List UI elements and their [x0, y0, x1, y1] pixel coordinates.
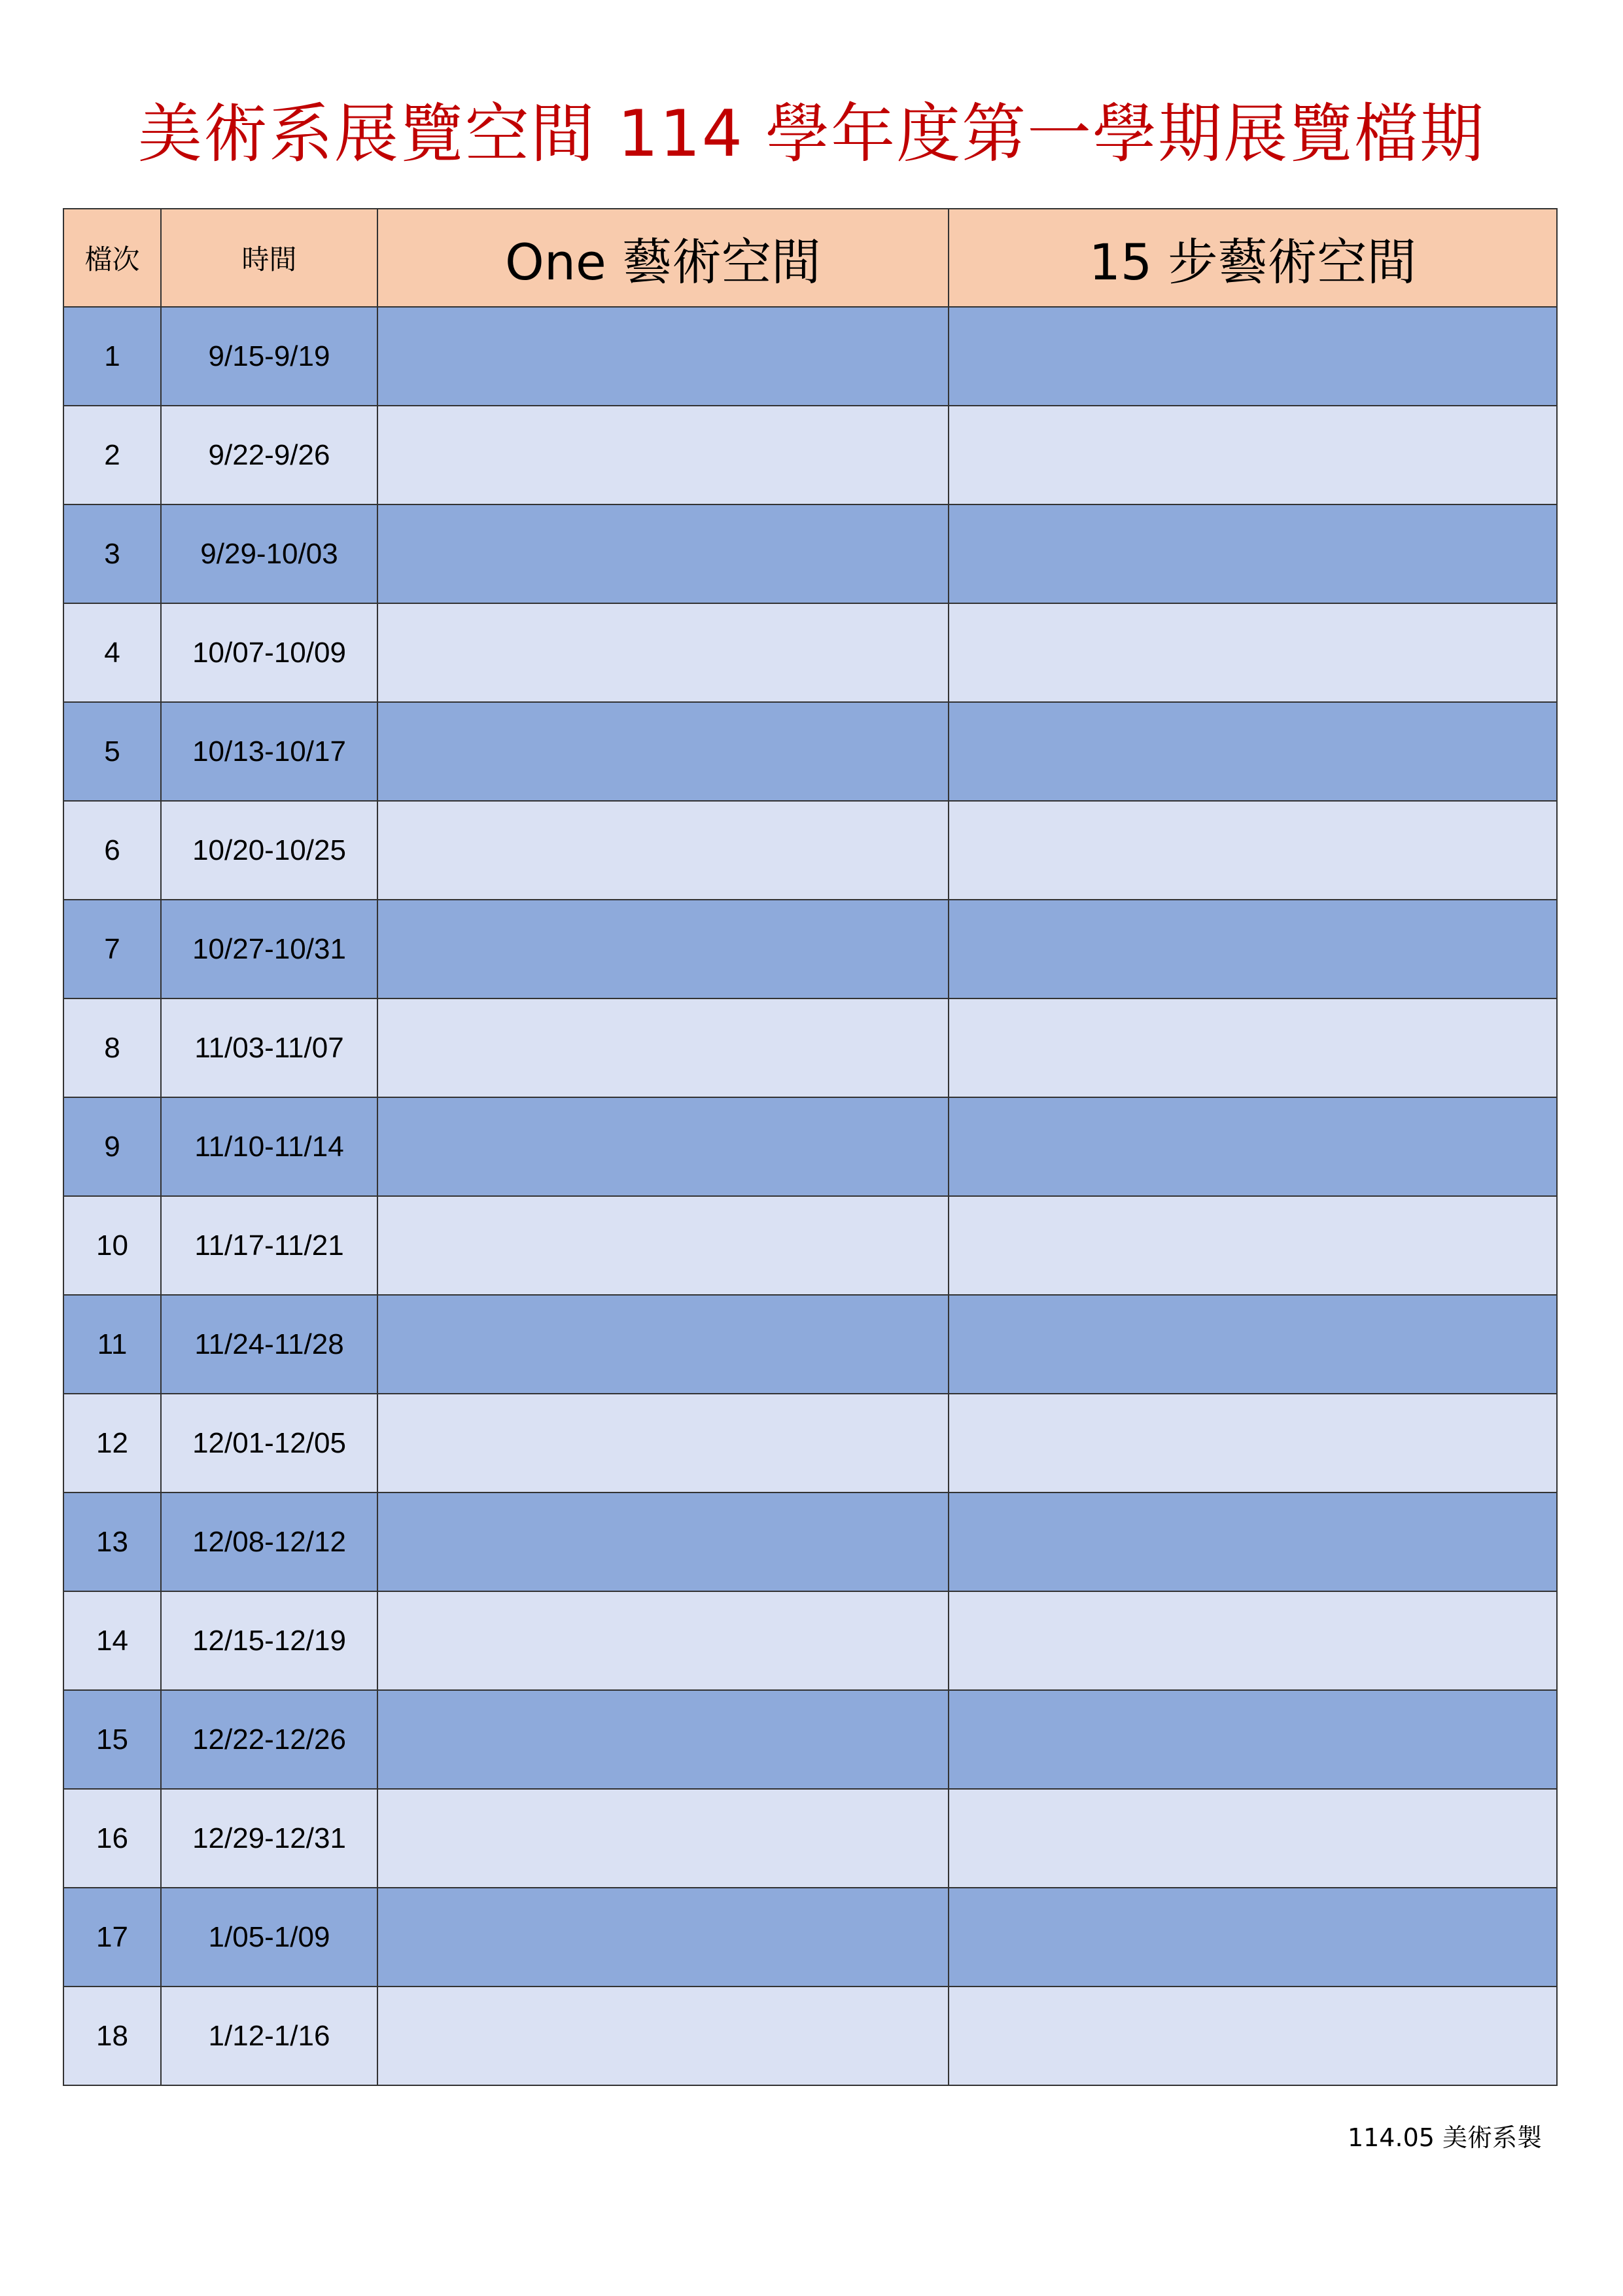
table-row [63, 1591, 1557, 1690]
15-steps-art-space-cell[interactable] [949, 1888, 1557, 1987]
table-row [63, 406, 1557, 504]
date-range-cell: 10/27-10/31 [161, 900, 377, 998]
table-row [63, 603, 1557, 702]
date-range-cell: 1/05-1/09 [161, 1888, 377, 1987]
15-steps-art-space-cell[interactable] [949, 801, 1557, 900]
table-row [63, 1295, 1557, 1394]
slot-number-cell: 6 [63, 801, 161, 900]
slot-number-cell: 7 [63, 900, 161, 998]
date-range-cell: 10/20-10/25 [161, 801, 377, 900]
date-range-cell: 12/15-12/19 [161, 1591, 377, 1690]
one-art-space-cell[interactable] [377, 702, 949, 801]
slot-number-cell: 16 [63, 1789, 161, 1888]
table-row [63, 801, 1557, 900]
date-range-cell: 11/17-11/21 [161, 1196, 377, 1295]
table-row [63, 702, 1557, 801]
15-steps-art-space-cell[interactable] [949, 406, 1557, 504]
header-slot: 檔次 [63, 209, 161, 307]
one-art-space-cell[interactable] [377, 1394, 949, 1492]
slot-number-cell: 15 [63, 1690, 161, 1789]
exhibition-schedule-table [63, 208, 1558, 2086]
table-row [63, 307, 1557, 406]
one-art-space-cell[interactable] [377, 998, 949, 1097]
date-range-cell: 9/29-10/03 [161, 504, 377, 603]
one-art-space-cell[interactable] [377, 1295, 949, 1394]
date-range-cell: 12/08-12/12 [161, 1492, 377, 1591]
one-art-space-cell[interactable] [377, 1789, 949, 1888]
one-art-space-cell[interactable] [377, 1690, 949, 1789]
slot-number-cell: 11 [63, 1295, 161, 1394]
table-body [63, 307, 1557, 2085]
date-range-cell: 9/22-9/26 [161, 406, 377, 504]
page-title: 美術系展覽空間 114 學年度第一學期展覽檔期 [137, 97, 1486, 171]
one-art-space-cell[interactable] [377, 900, 949, 998]
date-range-cell: 10/13-10/17 [161, 702, 377, 801]
one-art-space-cell[interactable] [377, 1888, 949, 1987]
date-range-cell: 11/24-11/28 [161, 1295, 377, 1394]
15-steps-art-space-cell[interactable] [949, 504, 1557, 603]
header-time: 時間 [161, 209, 377, 307]
table-row [63, 1394, 1557, 1492]
table-row [63, 1789, 1557, 1888]
table-row [63, 504, 1557, 603]
one-art-space-cell[interactable] [377, 801, 949, 900]
slot-number-cell: 9 [63, 1097, 161, 1196]
one-art-space-cell[interactable] [377, 1987, 949, 2085]
header-15-steps-art-space: 15 步藝術空間 [949, 209, 1557, 307]
slot-number-cell: 2 [63, 406, 161, 504]
date-range-cell: 11/03-11/07 [161, 998, 377, 1097]
15-steps-art-space-cell[interactable] [949, 1789, 1557, 1888]
one-art-space-cell[interactable] [377, 504, 949, 603]
15-steps-art-space-cell[interactable] [949, 1987, 1557, 2085]
one-art-space-cell[interactable] [377, 1492, 949, 1591]
15-steps-art-space-cell[interactable] [949, 702, 1557, 801]
slot-number-cell: 10 [63, 1196, 161, 1295]
15-steps-art-space-cell[interactable] [949, 1591, 1557, 1690]
date-range-cell: 11/10-11/14 [161, 1097, 377, 1196]
15-steps-art-space-cell[interactable] [949, 998, 1557, 1097]
slot-number-cell: 12 [63, 1394, 161, 1492]
15-steps-art-space-cell[interactable] [949, 1492, 1557, 1591]
slot-number-cell: 13 [63, 1492, 161, 1591]
table-row [63, 1987, 1557, 2085]
15-steps-art-space-cell[interactable] [949, 1394, 1557, 1492]
table-header-row [63, 209, 1557, 307]
slot-number-cell: 18 [63, 1987, 161, 2085]
slot-number-cell: 17 [63, 1888, 161, 1987]
table-row [63, 1492, 1557, 1591]
date-range-cell: 1/12-1/16 [161, 1987, 377, 2085]
slot-number-cell: 1 [63, 307, 161, 406]
15-steps-art-space-cell[interactable] [949, 1097, 1557, 1196]
table-row [63, 998, 1557, 1097]
table-row [63, 1690, 1557, 1789]
15-steps-art-space-cell[interactable] [949, 1690, 1557, 1789]
one-art-space-cell[interactable] [377, 406, 949, 504]
slot-number-cell: 5 [63, 702, 161, 801]
one-art-space-cell[interactable] [377, 1591, 949, 1690]
footer-note: 114.05 美術系製 [1347, 2123, 1542, 2152]
15-steps-art-space-cell[interactable] [949, 1295, 1557, 1394]
table-row [63, 1888, 1557, 1987]
table-row [63, 1196, 1557, 1295]
date-range-cell: 10/07-10/09 [161, 603, 377, 702]
15-steps-art-space-cell[interactable] [949, 900, 1557, 998]
date-range-cell: 12/22-12/26 [161, 1690, 377, 1789]
slot-number-cell: 3 [63, 504, 161, 603]
date-range-cell: 9/15-9/19 [161, 307, 377, 406]
header-one-art-space: One 藝術空間 [377, 209, 949, 307]
one-art-space-cell[interactable] [377, 307, 949, 406]
slot-number-cell: 14 [63, 1591, 161, 1690]
table-row [63, 900, 1557, 998]
15-steps-art-space-cell[interactable] [949, 1196, 1557, 1295]
table-row [63, 1097, 1557, 1196]
15-steps-art-space-cell[interactable] [949, 603, 1557, 702]
one-art-space-cell[interactable] [377, 1097, 949, 1196]
slot-number-cell: 8 [63, 998, 161, 1097]
slot-number-cell: 4 [63, 603, 161, 702]
one-art-space-cell[interactable] [377, 1196, 949, 1295]
date-range-cell: 12/29-12/31 [161, 1789, 377, 1888]
one-art-space-cell[interactable] [377, 603, 949, 702]
15-steps-art-space-cell[interactable] [949, 307, 1557, 406]
date-range-cell: 12/01-12/05 [161, 1394, 377, 1492]
